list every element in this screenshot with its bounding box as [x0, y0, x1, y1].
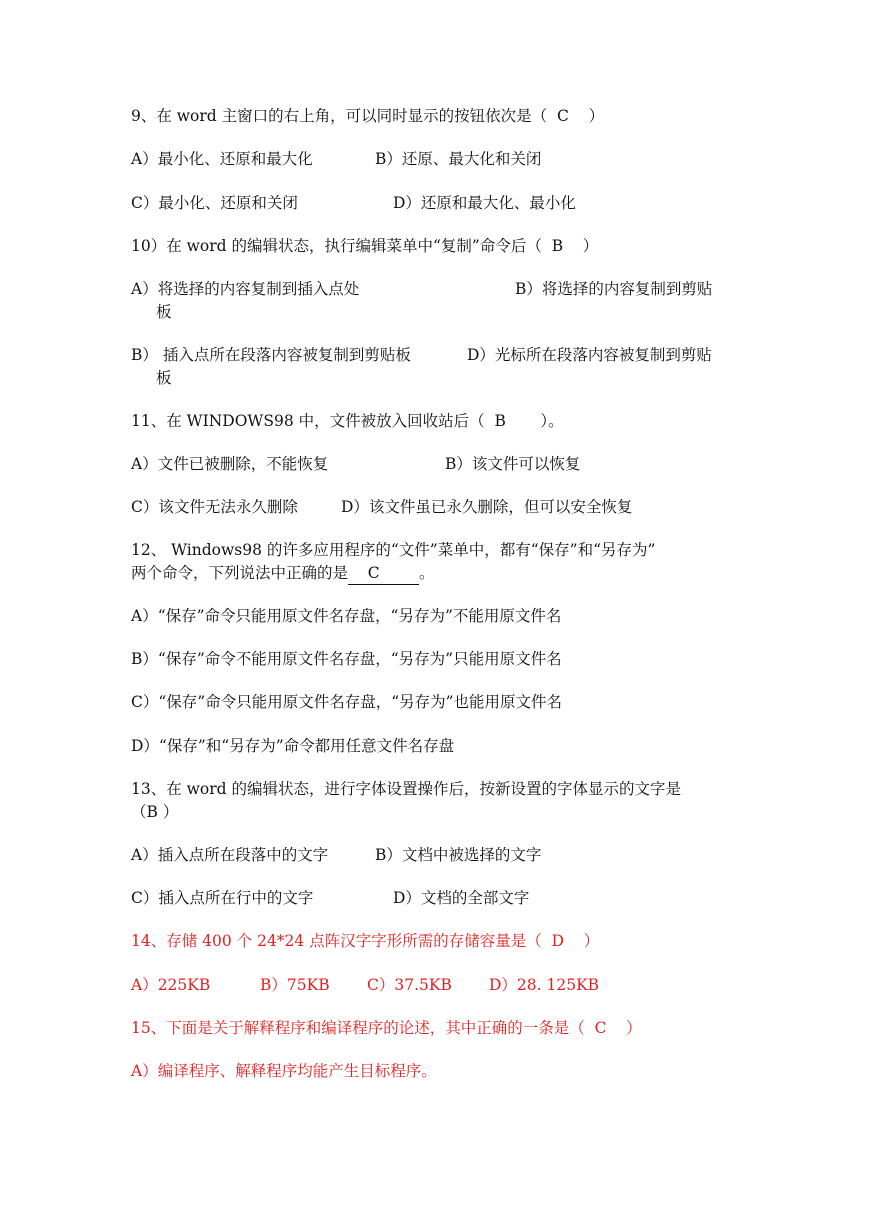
q9-option-d: D）还原和最大化、最小化: [393, 194, 576, 212]
q12-stem-suffix: 。: [419, 564, 435, 582]
q14-option-c: C）37.5KB: [367, 976, 452, 994]
q13-option-c: C）插入点所在行中的文字: [131, 889, 314, 907]
q10-option-d-wrap: 板: [156, 369, 172, 387]
q12-stem-line2: [131, 561, 435, 585]
q11-option-d: D）该文件虽已永久删除，但可以安全恢复: [341, 498, 633, 516]
q10-stem: 10）在 word 的编辑状态，执行编辑菜单中“复制”命令后（ B ）: [131, 237, 599, 255]
q12-stem-prefix: 两个命令，下列说法中正确的是: [131, 564, 349, 582]
q13-option-b: B）文档中被选择的文字: [375, 846, 542, 864]
q14-option-d: D）28. 125KB: [489, 976, 600, 994]
q13-stem-line1: 13、在 word 的编辑状态，进行字体设置操作后，按新设置的字体显示的文字是: [131, 780, 682, 798]
q12-option-b: B）“保存”命令不能用原文件名存盘，“另存为”只能用原文件名: [131, 650, 562, 668]
q12-stem-line1: 12、 Windows98 的许多应用程序的“文件”菜单中，都有“保存”和“另存为”: [131, 541, 656, 559]
q10-option-c: B） 插入点所在段落内容被复制到剪贴板: [131, 346, 411, 364]
q10-option-a: A）将选择的内容复制到插入点处: [131, 280, 360, 298]
q11-option-b: B）该文件可以恢复: [445, 455, 581, 473]
q15-stem: 15、下面是关于解释程序和编译程序的论述，其中正确的一条是（ C ）: [131, 1019, 642, 1037]
q11-stem: 11、在 WINDOWS98 中，文件被放入回收站后（ B ）。: [131, 412, 564, 430]
q12-option-a: A）“保存”命令只能用原文件名存盘，“另存为”不能用原文件名: [131, 607, 562, 625]
q14-stem: 14、存储 400 个 24*24 点阵汉字字形所需的存储容量是（ D ）: [131, 932, 600, 950]
q13-option-a: A）插入点所在段落中的文字: [131, 846, 329, 864]
q11-option-c: C）该文件无法永久删除: [131, 498, 298, 516]
q9-stem: 9、在 word 主窗口的右上角，可以同时显示的按钮依次是（ C ）: [131, 107, 605, 125]
q13-stem-line2: （B ）: [131, 803, 179, 821]
q10-option-b-wrap: 板: [156, 303, 172, 321]
q9-option-c: C）最小化、还原和关闭: [131, 194, 298, 212]
q13-option-d: D）文档的全部文字: [393, 889, 530, 907]
q10-option-b: B）将选择的内容复制到剪贴: [515, 280, 713, 298]
q9-option-a: A）最小化、还原和最大化: [131, 150, 313, 168]
q11-option-a: A）文件已被删除，不能恢复: [131, 455, 329, 473]
q9-option-b: B）还原、最大化和关闭: [375, 150, 542, 168]
q12-option-d: D）“保存”和“另存为”命令都用任意文件名存盘: [131, 737, 455, 755]
q14-option-b: B）75KB: [260, 976, 330, 994]
q12-answer-blank: C: [348, 562, 419, 585]
q15-option-a: A）编译程序、解释程序均能产生目标程序。: [131, 1062, 437, 1080]
q12-option-c: C）“保存”命令只能用原文件名存盘，“另存为”也能用原文件名: [131, 693, 563, 711]
q14-option-a: A）225KB: [131, 976, 211, 994]
q10-option-d: D）光标所在段落内容被复制到剪贴: [467, 346, 712, 364]
